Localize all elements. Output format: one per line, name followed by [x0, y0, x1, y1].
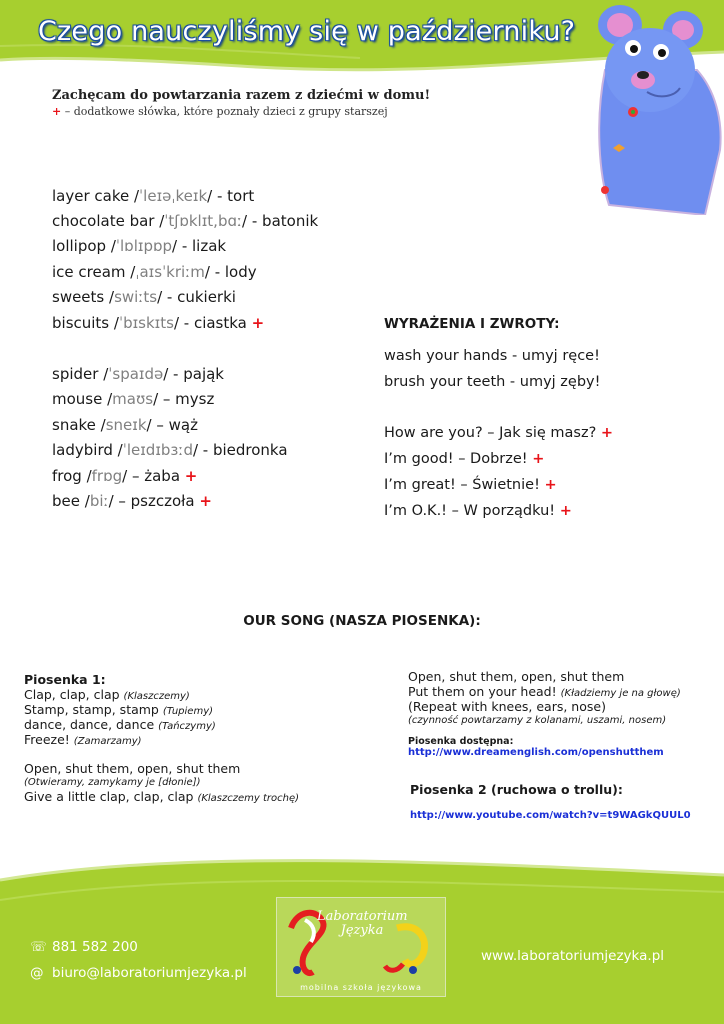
- vocab-ipa: ˈlɒlɪpɒp: [115, 237, 173, 255]
- vocab-ipa: ˈtʃɒklɪt,bɑː: [164, 212, 243, 230]
- expression-text: I’m great! – Świetnie!: [384, 477, 540, 493]
- page-title: Czego nauczyliśmy się w październiku?: [38, 16, 576, 47]
- vocab-ipa: ˈbɪskɪts: [118, 314, 174, 332]
- vocab-translation: / - pająk: [163, 365, 224, 383]
- vocab-translation: / – mysz: [153, 390, 215, 408]
- lyric-note: (Otwieramy, zamykamy je [dłonie]): [24, 777, 201, 788]
- vocab-ipa: ˌaɪsˈkriːm: [135, 263, 205, 281]
- logo-line: Języka: [340, 923, 384, 938]
- phone-contact: [30, 939, 138, 955]
- at-icon: @: [30, 965, 44, 981]
- vocab-word: layer cake /: [52, 187, 140, 205]
- expressions-heading: WYRAŻENIA I ZWROTY:: [384, 316, 560, 332]
- lyric-note: (Tupiemy): [162, 706, 214, 717]
- vocab-ipa: frɒg: [91, 467, 123, 485]
- vocab-ipa: swiːts: [114, 288, 158, 306]
- expression-item: [384, 477, 557, 493]
- intro-heading: Zachęcam do powtarzania razem z dziećmi w domu!: [52, 88, 431, 103]
- vocab-word: frog /: [52, 467, 92, 485]
- vocab-translation: / - cukierki: [157, 288, 236, 306]
- lyric-note: (czynność powtarzamy z kolanami, uszami, nosem): [408, 715, 667, 726]
- vocab-translation: / – wąż: [146, 416, 198, 434]
- lyric-note: (Zamarzamy): [73, 736, 142, 747]
- lyric: Clap, clap, clap: [24, 687, 124, 702]
- hand-puppet-image: [585, 0, 724, 215]
- logo-line: Laboratorium: [317, 909, 408, 924]
- vocab-item: [52, 413, 198, 438]
- lyric: dance, dance, dance: [24, 717, 159, 732]
- phone-icon: ☏: [30, 939, 47, 955]
- lyric: Put them on your head!: [408, 684, 561, 699]
- lyric: Freeze!: [24, 732, 74, 747]
- vocab-word: ice cream /: [52, 263, 136, 281]
- vocab-word: ladybird /: [52, 441, 123, 459]
- song-line: [24, 732, 142, 749]
- expression-item: [384, 425, 613, 441]
- logo-tagline: mobilna szkoła językowa: [300, 983, 422, 992]
- vocab-translation: / - tort: [207, 187, 255, 205]
- plus-marker: +: [199, 492, 212, 510]
- vocab-word: biscuits /: [52, 314, 119, 332]
- plus-marker: +: [52, 105, 62, 118]
- lyric-note: (Klaszczemy trochę): [197, 793, 300, 804]
- vocab-item: [52, 209, 318, 234]
- phone-number: 881 582 200: [52, 939, 138, 955]
- vocab-word: mouse /: [52, 390, 113, 408]
- lyric-note: (Tańczymy): [158, 721, 216, 732]
- song1-title: Piosenka 1:: [24, 672, 106, 687]
- plus-marker: +: [184, 467, 198, 485]
- vocab-translation: / - biedronka: [192, 441, 288, 459]
- vocab-word: sweets /: [52, 288, 115, 306]
- email-contact: [30, 965, 247, 981]
- vocab-word: chocolate bar /: [52, 212, 165, 230]
- lyric-note: (Kładziemy je na głowę): [560, 688, 681, 699]
- lyric-note: (Klaszczemy): [123, 691, 190, 702]
- song-line: [24, 789, 299, 806]
- vocab-translation: / – pszczoła: [108, 492, 195, 510]
- expression-item: [384, 348, 600, 364]
- expression-text: How are you? – Jak się masz?: [384, 425, 597, 441]
- vocab-item: [52, 387, 214, 412]
- expression-text: brush your teeth - umyj zęby!: [384, 374, 601, 390]
- vocab-translation: / - batonik: [242, 212, 319, 230]
- expression-text: wash your hands - umyj ręce!: [384, 348, 600, 364]
- expression-item: [384, 503, 572, 519]
- vocab-ipa: sneɪk: [105, 416, 147, 434]
- song-available-label: Piosenka dostępna:: [408, 736, 514, 747]
- vocab-ipa: maʊs: [112, 390, 154, 408]
- vocab-translation: / - lody: [204, 263, 257, 281]
- song-heading: OUR SONG (NASZA PIOSENKA):: [243, 613, 481, 629]
- plus-marker: +: [532, 451, 545, 467]
- vocab-ipa: ˈspaɪdə: [108, 365, 164, 383]
- song2-link[interactable]: http://www.youtube.com/watch?v=t9WAGkQUUL0: [410, 810, 691, 821]
- school-logo: [276, 897, 446, 997]
- plus-marker: +: [544, 477, 557, 493]
- vocab-translation: / - ciastka: [173, 314, 247, 332]
- song-line: Open, shut them, open, shut them: [408, 669, 625, 684]
- plus-marker: +: [251, 314, 265, 332]
- vocab-item: [52, 234, 226, 259]
- song-line: (Repeat with knees, ears, nose): [408, 699, 606, 714]
- vocab-word: bee /: [52, 492, 90, 510]
- vocab-ipa: biː: [89, 492, 109, 510]
- vocab-item: [52, 438, 288, 463]
- vocab-item: [52, 464, 197, 489]
- email-address[interactable]: biuro@laboratoriumjezyka.pl: [52, 965, 247, 981]
- vocab-item: [52, 260, 257, 285]
- vocab-item: [52, 362, 224, 387]
- intro-note: [52, 105, 430, 118]
- expression-text: I’m O.K.! – W porządku!: [384, 503, 556, 519]
- plus-marker: +: [600, 425, 614, 441]
- vocab-word: lollipop /: [52, 237, 116, 255]
- vocab-ipa: ˈleɪəˌkeɪk: [139, 187, 208, 205]
- website-link[interactable]: www.laboratoriumjezyka.pl: [481, 948, 665, 964]
- expression-item: [384, 451, 544, 467]
- intro-note-text: – dodatkowe słówka, które poznały dzieci z grupy starszej: [61, 105, 388, 118]
- logo-name: [317, 910, 407, 938]
- lyric: Give a little clap, clap, clap: [24, 789, 198, 804]
- vocab-translation: / - lizak: [172, 237, 227, 255]
- expression-item: [384, 374, 600, 390]
- vocab-translation: / – żaba: [122, 467, 181, 485]
- plus-marker: +: [559, 503, 572, 519]
- vocab-ipa: ˈleɪdɪbɜːd: [122, 441, 193, 459]
- vocab-item: [52, 489, 212, 514]
- expression-text: I’m good! – Dobrze!: [384, 451, 528, 467]
- vocab-word: snake /: [52, 416, 106, 434]
- intro-block: [52, 88, 430, 118]
- song1-link[interactable]: http://www.dreamenglish.com/openshutthem: [408, 747, 664, 758]
- vocab-word: spider /: [52, 365, 109, 383]
- vocab-item: [52, 311, 264, 336]
- song2-title: Piosenka 2 (ruchowa o trollu):: [410, 782, 623, 797]
- lyric: Stamp, stamp, stamp: [24, 702, 163, 717]
- song-line: Open, shut them, open, shut them: [24, 761, 241, 776]
- vocab-item: [52, 285, 236, 310]
- vocab-item: [52, 184, 254, 209]
